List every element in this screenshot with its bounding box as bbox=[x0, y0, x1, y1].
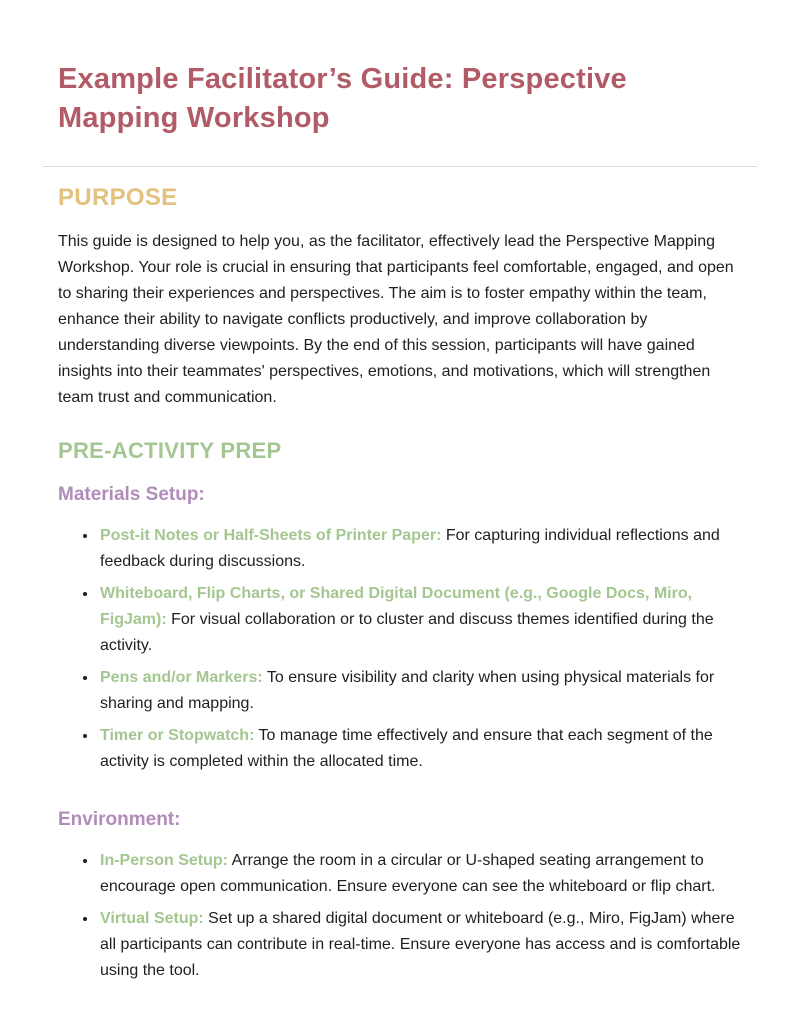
horizontal-divider bbox=[43, 166, 757, 167]
environment-heading: Environment: bbox=[58, 809, 181, 830]
list-item-text: For visual collaboration or to cluster and discuss themes identified during the activity. bbox=[100, 611, 714, 654]
list-item bbox=[98, 581, 742, 659]
list-item-label: Post-it Notes or Half-Sheets of Printer Paper: bbox=[100, 527, 442, 544]
purpose-paragraph: This guide is designed to help you, as the facilitator, effectively lead the Perspective Mapping Workshop. Your role is crucial in ensuring that participants feel comfortable, engaged, and open to sharing their experiences and perspectives. The aim is to foster empathy within the team, enhance their ability to navigate conflicts productively, and improve collaboration by understanding diverse viewpoints. By the end of this session, participants will have gained insights into their teammates' perspectives, emotions, and motivations, which will strengthen team trust and communication. bbox=[58, 233, 734, 406]
purpose-heading: PURPOSE bbox=[58, 184, 178, 211]
list-item-text: For capturing individual reflections and feedback during discussions. bbox=[100, 527, 720, 570]
page-title: Example Facilitator’s Guide: Perspective Mapping Workshop bbox=[58, 63, 627, 134]
list-item-text: Set up a shared digital document or whiteboard (e.g., Miro, FigJam) where all participants can contribute in real-time. Ensure everyone has access and is comfortable using the tool. bbox=[100, 910, 741, 979]
list-item-text: Arrange the room in a circular or U-shaped seating arrangement to encourage open communication. Ensure everyone can see the whiteboard or flip chart. bbox=[100, 852, 716, 895]
list-item-text: To manage time effectively and ensure that each segment of the activity is completed within the allocated time. bbox=[100, 727, 713, 770]
list-item-label: Timer or Stopwatch: bbox=[100, 727, 255, 744]
list-item bbox=[98, 906, 742, 984]
list-item bbox=[98, 665, 742, 717]
environment-list bbox=[58, 848, 742, 984]
materials-setup-heading: Materials Setup: bbox=[58, 484, 205, 505]
pre-activity-prep-heading: PRE-ACTIVITY PREP bbox=[58, 438, 282, 463]
list-item-text: To ensure visibility and clarity when using physical materials for sharing and mapping. bbox=[100, 669, 715, 712]
list-item bbox=[98, 848, 742, 900]
list-item bbox=[98, 523, 742, 575]
list-item-label: Pens and/or Markers: bbox=[100, 669, 263, 686]
materials-setup-list bbox=[58, 523, 742, 775]
list-item bbox=[98, 723, 742, 775]
list-item-label: Whiteboard, Flip Charts, or Shared Digital Document (e.g., Google Docs, Miro, FigJam): bbox=[100, 585, 693, 628]
list-item-label: In-Person Setup: bbox=[100, 852, 229, 869]
list-item-label: Virtual Setup: bbox=[100, 910, 204, 927]
